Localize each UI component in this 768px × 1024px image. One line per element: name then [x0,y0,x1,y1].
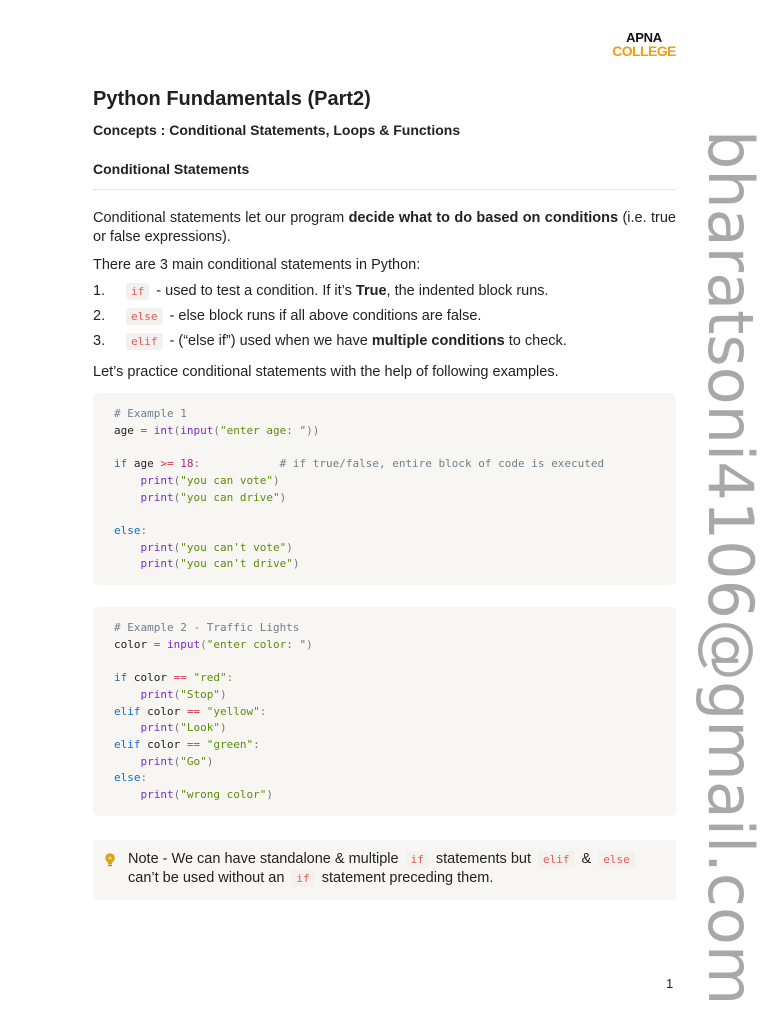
list-text-end: to check. [504,333,567,349]
list-item [93,282,676,301]
list-number: 3. [93,333,106,349]
code-example-1 [114,406,656,573]
list-text-end: , the indented block runs. [386,283,549,299]
page-subtitle: Concepts : Conditional Statements, Loops & Functions [93,122,461,138]
code-line: print("Go") [140,754,214,768]
note-code-if-2: if [291,870,314,887]
code-line: print("you can drive") [140,490,287,504]
note-code-elif: elif [538,851,575,868]
email-watermark: bharatsoni4106@gmail.com [694,130,767,1006]
list-bold: True [355,283,387,299]
note-code-else: else [598,851,635,868]
code-line: print("wrong color") [140,788,273,802]
code-block-example-1 [93,393,676,585]
apna-college-logo [612,31,676,59]
page-title: Python Fundamentals (Part2) [93,88,371,110]
note-text-4: can’t be used without an [128,870,289,887]
code-line: color = input("enter color: ") [114,637,313,651]
code-line: print("Stop") [140,687,227,701]
note-code-if: if [406,851,429,868]
count-paragraph: There are 3 main conditional statements in Python: [93,257,421,273]
note-text-3: & [577,850,596,867]
code-line: else: [114,771,148,785]
code-line: elif color == "yellow": [114,704,267,718]
list-text: - (“else if”) used when we have [165,333,372,349]
code-line: if color == "red": [114,671,234,685]
list-text: - used to test a condition. If it’s [152,283,356,299]
note-text [128,850,662,889]
practice-paragraph: Let’s practice conditional statements with the help of following examples. [93,364,559,380]
intro-text-2: (i.e. true or false expressions). [93,210,676,245]
lightbulb-icon [103,852,117,868]
code-line: elif color == "green": [114,737,260,751]
code-line: else: [114,523,148,537]
section-heading: Conditional Statements [93,160,676,190]
code-line: print("you can vote") [140,473,280,487]
logo-line-2: COLLEGE [612,43,676,59]
note-text-1: Note - We can have standalone & multiple [128,850,403,867]
logo-line-1: APNA [626,30,662,45]
conditional-list [93,282,676,351]
note-text-5: statement preceding them. [317,870,494,887]
list-number: 2. [93,308,106,324]
list-item [93,307,676,326]
code-line: print("you can't drive") [140,557,300,571]
inline-code: else [126,308,163,325]
code-block-example-2 [93,607,676,816]
inline-code: elif [126,333,163,350]
intro-bold: decide what to do based on conditions [348,210,619,226]
code-example-2 [114,620,656,804]
inline-code: if [126,283,149,300]
list-number: 1. [93,283,106,299]
page-number: 1 [666,976,674,991]
list-bold: multiple conditions [371,333,505,349]
code-line: # Example 1 [114,407,187,420]
note-callout [93,840,676,900]
code-line: # Example 2 - Traffic Lights [114,621,300,635]
code-line: if age >= 18: # if true/false, entire block of code is executed [114,457,605,471]
code-line: print("you can't vote") [140,540,293,554]
code-line: age = int(input("enter age: ")) [114,423,320,437]
intro-paragraph [93,209,676,247]
code-line: print("Look") [140,721,227,735]
intro-text-1: Conditional statements let our program [93,210,349,226]
list-text: - else block runs if all above conditions are false. [165,308,482,324]
note-text-2: statements but [431,850,536,867]
list-item [93,332,676,351]
page-content [93,86,676,900]
